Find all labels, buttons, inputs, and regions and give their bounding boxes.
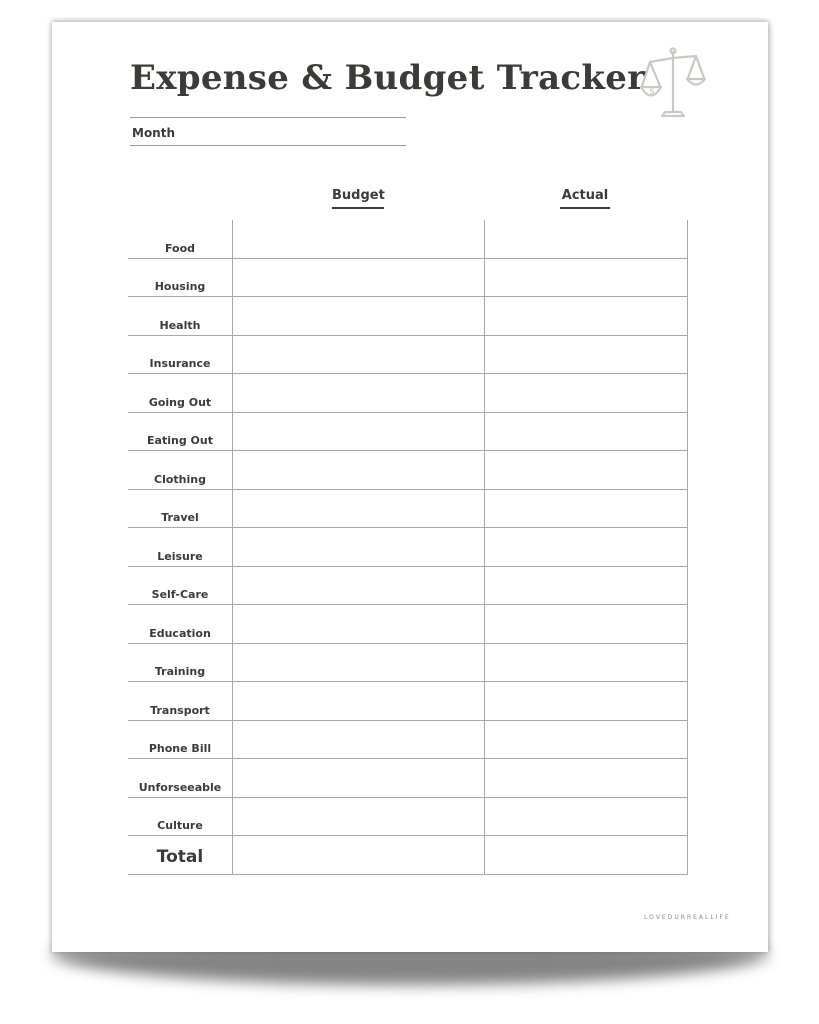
- actual-cell[interactable]: [484, 490, 688, 528]
- category-row: [128, 451, 688, 490]
- actual-cell[interactable]: [484, 721, 688, 759]
- category-row: [128, 759, 688, 798]
- budget-column-header: Budget: [332, 188, 384, 209]
- category-label: Leisure: [157, 549, 203, 563]
- actual-cell[interactable]: [484, 567, 688, 605]
- budget-cell[interactable]: [232, 451, 484, 489]
- budget-table: [128, 220, 688, 875]
- category-row: [128, 490, 688, 529]
- budget-cell[interactable]: [232, 528, 484, 566]
- category-label: Transport: [150, 703, 210, 717]
- actual-cell[interactable]: [484, 451, 688, 489]
- category-row: [128, 682, 688, 721]
- category-label: Self-Care: [151, 588, 209, 601]
- total-actual-cell[interactable]: [484, 836, 688, 874]
- category-row: [128, 721, 688, 760]
- budget-cell[interactable]: [232, 336, 484, 374]
- page-title: Expense & Budget Tracker: [130, 58, 646, 98]
- category-label: Housing: [154, 280, 206, 293]
- actual-cell[interactable]: [484, 644, 688, 682]
- budget-cell[interactable]: [232, 297, 484, 335]
- category-label: Unforseeable: [138, 780, 222, 794]
- budget-cell[interactable]: [232, 220, 484, 258]
- budget-cell[interactable]: [232, 759, 484, 797]
- actual-cell[interactable]: [484, 413, 688, 451]
- category-label: Culture: [157, 819, 203, 832]
- total-budget-cell[interactable]: [232, 836, 484, 874]
- category-label: Travel: [161, 511, 199, 524]
- actual-cell[interactable]: [484, 336, 688, 374]
- budget-cell[interactable]: [232, 567, 484, 605]
- actual-column-header: Actual: [560, 188, 610, 209]
- category-label: Food: [164, 241, 196, 255]
- category-row: [128, 798, 688, 837]
- category-label: Phone Bill: [148, 742, 212, 755]
- budget-cell[interactable]: [232, 682, 484, 720]
- category-row: [128, 567, 688, 606]
- total-row: [128, 836, 688, 875]
- month-label: Month: [132, 126, 176, 140]
- actual-cell[interactable]: [484, 759, 688, 797]
- actual-cell[interactable]: [484, 798, 688, 836]
- category-label: Insurance: [149, 357, 211, 370]
- worksheet-page: [52, 22, 768, 952]
- actual-cell[interactable]: [484, 259, 688, 297]
- budget-cell[interactable]: [232, 644, 484, 682]
- category-row: [128, 528, 688, 567]
- category-label: Training: [154, 665, 206, 678]
- category-row: [128, 644, 688, 683]
- actual-cell[interactable]: [484, 682, 688, 720]
- month-write-line[interactable]: [130, 145, 406, 146]
- budget-cell[interactable]: [232, 413, 484, 451]
- budget-cell[interactable]: [232, 605, 484, 643]
- actual-cell[interactable]: [484, 605, 688, 643]
- actual-cell[interactable]: [484, 220, 688, 258]
- category-label: Health: [159, 318, 201, 332]
- actual-cell[interactable]: [484, 297, 688, 335]
- budget-cell[interactable]: [232, 374, 484, 412]
- category-row: [128, 413, 688, 452]
- title-underline: [130, 117, 406, 118]
- budget-cell[interactable]: [232, 259, 484, 297]
- category-label: Going Out: [148, 395, 212, 409]
- category-row: [128, 605, 688, 644]
- balance-scale-dollar-icon: [640, 46, 706, 120]
- category-row: [128, 374, 688, 413]
- category-label: Clothing: [154, 472, 206, 486]
- category-row: [128, 297, 688, 336]
- dollar-sign-icon: $: [649, 87, 655, 97]
- budget-cell[interactable]: [232, 798, 484, 836]
- category-row: [128, 336, 688, 375]
- budget-cell[interactable]: [232, 490, 484, 528]
- actual-cell[interactable]: [484, 374, 688, 412]
- budget-cell[interactable]: [232, 721, 484, 759]
- brand-watermark: LOVEOURREALLIFE: [644, 914, 731, 921]
- category-row: [128, 259, 688, 298]
- category-label: Eating Out: [147, 434, 213, 447]
- actual-cell[interactable]: [484, 528, 688, 566]
- category-row: [128, 220, 688, 259]
- total-label: Total: [156, 846, 204, 867]
- category-label: Education: [149, 626, 211, 640]
